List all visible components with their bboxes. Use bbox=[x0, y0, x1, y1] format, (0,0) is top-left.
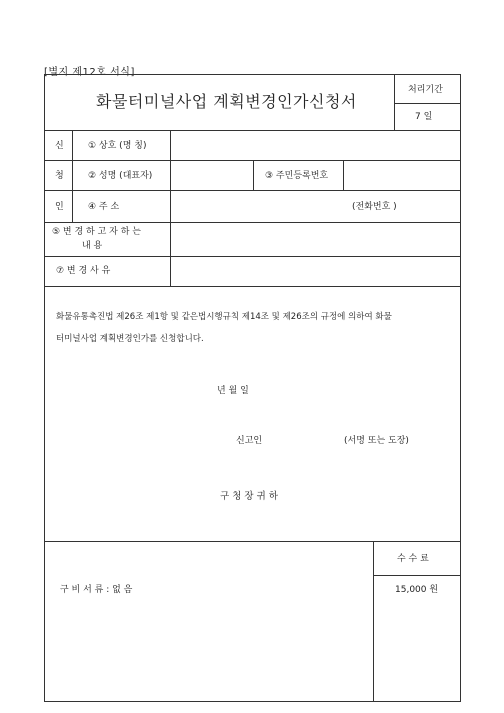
change-reason-label: ⑦ 변 경 사 유 bbox=[56, 266, 111, 276]
title-bottom-border bbox=[44, 130, 461, 131]
application-statement bbox=[56, 306, 456, 350]
footer-top-border bbox=[44, 541, 461, 542]
applicant-sign-label: 신고인 bbox=[236, 436, 263, 446]
fee-column-divider bbox=[373, 541, 374, 702]
required-documents-label: 구 비 서 류 : 없 음 bbox=[60, 585, 133, 595]
applicant-side-char: 인 bbox=[55, 202, 64, 212]
fee-value: 15,000 원 bbox=[395, 585, 439, 595]
processing-period-label: 처리기간 bbox=[408, 85, 443, 95]
company-name-label: ① 상호 (명 칭) bbox=[88, 141, 147, 151]
applicant-side-char: 신 bbox=[55, 141, 64, 151]
date-line: 년 월 일 bbox=[217, 386, 249, 396]
period-divider bbox=[394, 103, 461, 104]
form-number-label: [별지 제12호 서식] bbox=[44, 67, 135, 78]
label-column-divider bbox=[170, 130, 171, 286]
document-title: 화물터미널사업 계획변경인가신청서 bbox=[96, 92, 357, 111]
row-divider bbox=[44, 256, 461, 257]
row-divider bbox=[44, 190, 461, 191]
recipient: 구 청 장 귀 하 bbox=[220, 491, 278, 502]
address-label: ④ 주 소 bbox=[88, 202, 120, 212]
change-content-label-line2: 내 용 bbox=[82, 241, 103, 251]
statement-line: 터미널사업 계획변경인가를 신청합니다. bbox=[56, 334, 204, 344]
statement-line: 화물유통촉진법 제26조 제1항 및 같은법시행규칙 제14조 및 제26조의 규정에 의하여 화물 bbox=[56, 312, 392, 322]
fee-divider bbox=[373, 575, 461, 576]
signature-note: (서명 또는 도장) bbox=[344, 436, 409, 446]
row-divider bbox=[44, 286, 461, 287]
applicant-column-divider bbox=[72, 130, 73, 222]
name-field-divider bbox=[253, 160, 254, 190]
row-divider bbox=[44, 222, 461, 223]
representative-name-label: ② 성명 (대표자) bbox=[88, 171, 153, 181]
change-content-label: ⑤ 변 경 하 고 자 하 는 bbox=[52, 227, 141, 237]
applicant-side-char: 청 bbox=[55, 171, 64, 181]
processing-period-value: 7 일 bbox=[415, 112, 433, 122]
title-period-divider bbox=[394, 74, 395, 130]
resident-number-label: ③ 주민등록번호 bbox=[265, 171, 329, 181]
resident-no-divider bbox=[343, 160, 344, 190]
phone-number-label: (전화번호 ) bbox=[352, 202, 397, 212]
fee-label: 수 수 료 bbox=[397, 554, 429, 564]
